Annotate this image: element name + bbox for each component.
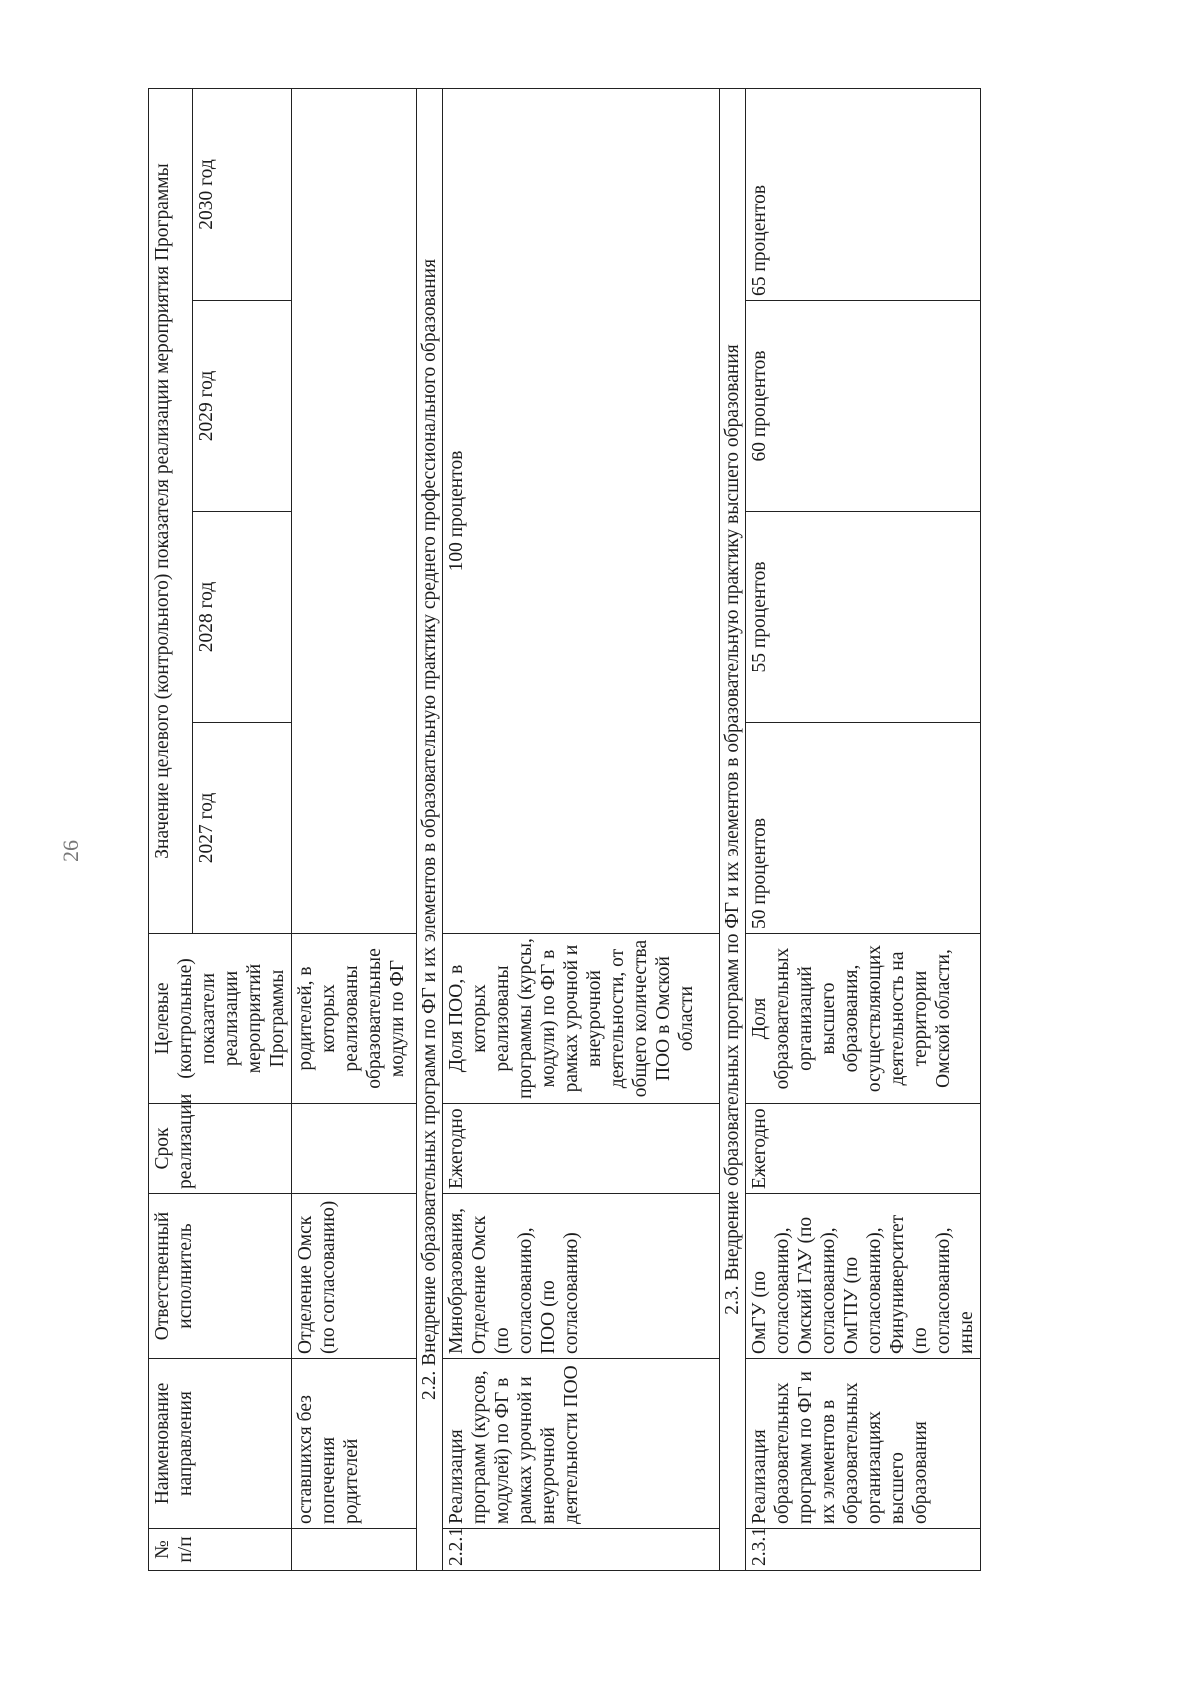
header-2028: 2028 год — [193, 512, 292, 723]
row-2-3-1-2027: 50 процентов — [746, 723, 981, 934]
page-number: 26 — [58, 840, 83, 862]
row-2-3-1-2030: 65 процентов — [746, 88, 981, 300]
row-2-2-1-value: 100 процентов — [443, 88, 720, 933]
table-row — [746, 88, 981, 1570]
header-term: Срок реализации — [149, 1104, 292, 1194]
header-executor: Ответственный исполнитель — [149, 1194, 292, 1359]
cont-indicator: родителей, в которых реализованы образовательные модули по ФГ — [292, 934, 417, 1104]
header-2029: 2029 год — [193, 301, 292, 512]
row-2-3-1-2029: 60 процентов — [746, 301, 981, 512]
cont-num — [292, 1529, 417, 1571]
row-2-3-1-executor: ОмГУ (по согласованию), Омский ГАУ (по согласованию), ОмГПУ (по согласованию), Финуниверситет (по согласованию), иные — [746, 1194, 981, 1359]
header-row — [149, 88, 193, 1570]
row-2-2-1-executor: Минобразования, Отделение Омск (по согласованию), ПОО (по согласованию) — [443, 1194, 720, 1359]
cont-term — [292, 1104, 417, 1194]
section-row — [417, 88, 443, 1570]
row-2-3-1-indicator: Доля образовательных организаций высшего образования, осуществляющих деятельность на территории Омской области, — [746, 934, 981, 1104]
row-2-2-1-direction: Реализация программ (курсов, модулей) по ФГ в рамках урочной и внеурочной деятельности ПОО — [443, 1359, 720, 1529]
section-2-3: 2.3. Внедрение образовательных программ по ФГ и их элементов в образовательную практику высшего образования — [720, 88, 746, 1570]
cont-executor: Отделение Омск (по согласованию) — [292, 1194, 417, 1359]
header-2030: 2030 год — [193, 88, 292, 300]
header-num: № п/п — [149, 1529, 292, 1571]
cont-direction: оставшихся без попечения родителей — [292, 1359, 417, 1529]
table-row — [443, 88, 720, 1570]
row-2-3-1-2028: 55 процентов — [746, 512, 981, 723]
rotated-page — [148, 89, 1166, 1571]
cont-value — [292, 88, 417, 933]
row-2-3-1-num: 2.3.1 — [746, 1529, 981, 1571]
program-table — [148, 88, 981, 1571]
header-indicators: Целевые (контрольные) показатели реализации мероприятий Программы — [149, 934, 292, 1104]
row-2-2-1-term: Ежегодно — [443, 1104, 720, 1194]
section-row — [720, 88, 746, 1570]
header-value: Значение целевого (контрольного) показателя реализации мероприятия Программы — [149, 88, 193, 933]
header-2027: 2027 год — [193, 723, 292, 934]
table-row — [292, 88, 417, 1570]
header-direction: Наименование направления — [149, 1359, 292, 1529]
row-2-2-1-indicator: Доля ПОО, в которых реализованы программы (курсы, модули) по ФГ в рамках урочной и внеурочной деятельности, от общего количества ПОО в Омской области — [443, 934, 720, 1104]
row-2-3-1-direction: Реализация образовательных программ по ФГ и их элементов в образовательных организациях высшего образования — [746, 1359, 981, 1529]
section-2-2: 2.2. Внедрение образовательных программ по ФГ и их элементов в образовательную практику среднего профессионального образования — [417, 88, 443, 1570]
row-2-3-1-term: Ежегодно — [746, 1104, 981, 1194]
row-2-2-1-num: 2.2.1 — [443, 1529, 720, 1571]
